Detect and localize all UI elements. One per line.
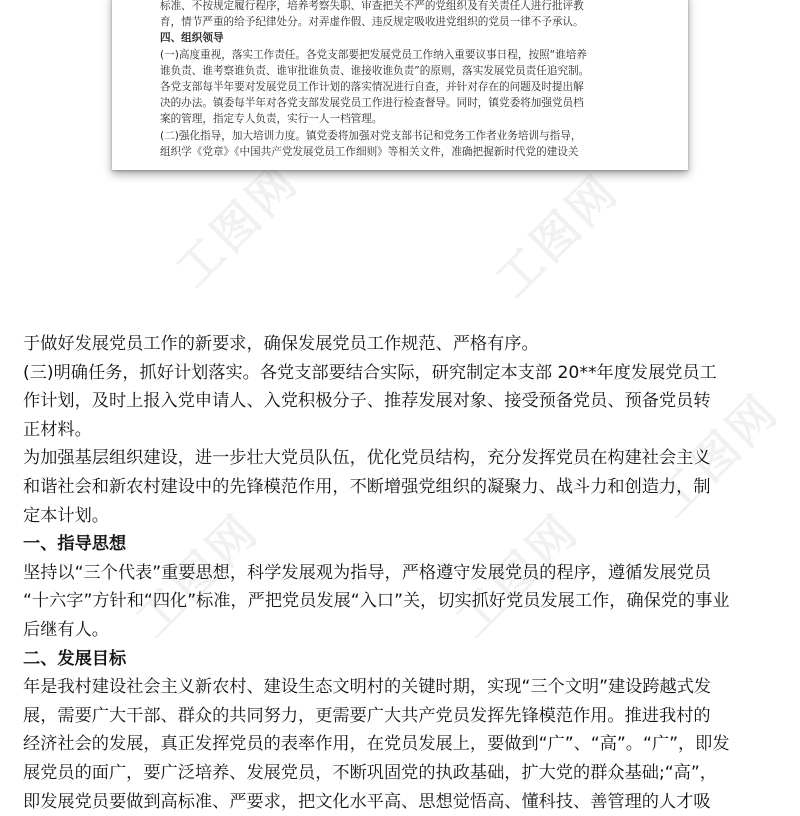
preview-line: (二)强化指导，加大培训力度。镇党委将加强对党支部书记和党务工作者业务培训与指导， (160, 128, 644, 144)
preview-line: 案的管理，指定专人负责，实行一人一档管理。 (160, 111, 644, 127)
body-line: 经济社会的发展，真正发挥党员的表率作用，在党员发展上，要做到“广”、“高”。“广”，即发 (23, 730, 780, 759)
body-line: 展，需要广大干部、群众的共同努力，更需要广大共产党员发挥先锋模范作用。推进我村的 (23, 702, 780, 731)
preview-line: 谁负责、谁考察谁负责、谁审批谁负责、谁接收谁负责”的原则，落实发展党员责任追究制。 (160, 63, 644, 79)
body-line: 展党员的面广，要广泛培养、发展党员，不断巩固党的执政基础，扩大党的群众基础;“高”， (23, 759, 780, 788)
body-line: (三)明确任务，抓好计划落实。各党支部要结合实际，研究制定本支部 20**年度发展党员工 (23, 359, 780, 388)
body-line: “十六字”方针和“四化”标准，严把党员发展“入口”关，切实抓好党员发展工作，确保党的事业 (23, 587, 780, 616)
body-line: 为加强基层组织建设，进一步壮大党员队伍，优化党员结构，充分发挥党员在构建社会主义 (23, 444, 780, 473)
body-line: 和谐社会和新农村建设中的先锋模范作用，不断增强党组织的凝聚力、战斗力和创造力，制 (23, 473, 780, 502)
preview-line: 标准、不按规定履行程序，培养考察失职、审查把关不严的党组织及有关责任人进行批评教 (160, 0, 644, 14)
document-body (23, 330, 780, 816)
watermark-text: 工图网 (159, 147, 312, 300)
watermark-text: 工图网 (479, 157, 632, 310)
body-line: 后继有人。 (23, 616, 780, 645)
body-line: 定本计划。 (23, 502, 780, 531)
preview-text-block (160, 0, 644, 160)
preview-line: 各党支部每半年要对发展党员工作计划的落实情况进行自查，并针对存在的问题及时提出解 (160, 79, 644, 95)
preview-line: (一)高度重视，落实工作责任。各党支部要把发展党员工作纳入重要议事日程，按照“谁培养 (160, 47, 644, 63)
watermark-text: 工图网 (639, 377, 792, 530)
watermark-text: 工图网 (119, 497, 272, 650)
preview-section-heading: 四、组织领导 (160, 30, 644, 46)
watermark-text: 工图网 (439, 497, 592, 650)
preview-line: 育，情节严重的给予纪律处分。对弄虚作假、违反规定吸收进党组织的党员一律不予承认。 (160, 14, 644, 30)
body-line: 坚持以“三个代表”重要思想，科学发展观为指导，严格遵守发展党员的程序，遵循发展党员 (23, 559, 780, 588)
body-line: 作计划，及时上报入党申请人、入党积极分子、推荐发展对象、接受预备党员、预备党员转 (23, 387, 780, 416)
body-line: 于做好发展党员工作的新要求，确保发展党员工作规范、严格有序。 (23, 330, 780, 359)
section-heading-guiding-ideology: 一、指导思想 (23, 530, 780, 559)
body-line: 年是我村建设社会主义新农村、建设生态文明村的关键时期，实现“三个文明”建设跨越式发 (23, 673, 780, 702)
body-line: 正材料。 (23, 416, 780, 445)
body-line: 即发展党员要做到高标准、严要求，把文化水平高、思想觉悟高、懂科技、善管理的人才吸 (23, 788, 780, 816)
preview-line: 组织学《党章》《中国共产党发展党员工作细则》等相关文件，准确把握新时代党的建设关 (160, 144, 644, 160)
section-heading-development-goals: 二、发展目标 (23, 645, 780, 674)
document-preview-card (112, 0, 688, 170)
preview-line: 决的办法。镇委每半年对各党支部发展党员工作进行检查督导。同时，镇党委将加强党员档 (160, 95, 644, 111)
